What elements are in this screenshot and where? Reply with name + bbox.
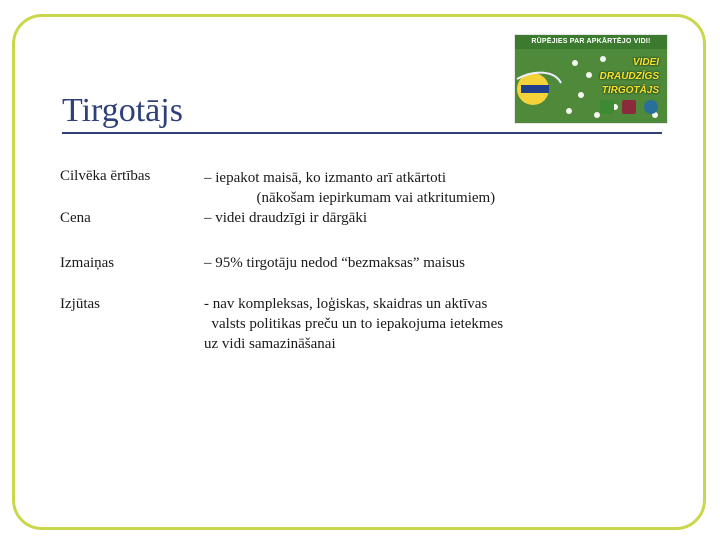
slide-title: Tirgotājs: [62, 92, 183, 129]
row-text-comfort: – iepakot maisā, ko izmanto arī atkārtoti (nākošam iepirkumam vai atkritumiem): [204, 170, 496, 206]
row-text-feelings: - nav kompleksas, loģiskas, skaidras un aktīvas valsts politikas preču un to iepakojuma ietekmes uz vidi samazināšanai: [204, 296, 504, 352]
sponsor-logo-2: [622, 100, 636, 114]
banner-heading: RŪPĒJIES PAR APKĀRTĒJO VIDI!: [515, 35, 667, 49]
row-text-changes: – 95% tirgotāju nedod “bezmaksas” maisus: [204, 255, 465, 271]
row-label-comfort: Cilvēka ērtības: [60, 168, 151, 184]
banner-tag-line-2: DRAUDZĪGS: [599, 71, 659, 82]
row-label-price: Cena: [60, 210, 91, 226]
banner-image: [515, 49, 667, 123]
sponsor-logo-3: [644, 100, 658, 114]
title-underline: [62, 132, 662, 134]
sponsor-logo-1: [600, 100, 614, 114]
row-label-changes: Izmaiņas: [60, 255, 115, 271]
banner-tag-line-1: VIDEI: [632, 57, 659, 68]
row-text-price: – videi draudzīgi ir dārgāki: [204, 210, 368, 226]
banner-tag-line-3: TIRGOTĀJS: [601, 85, 659, 96]
row-label-feelings: Izjūtas: [60, 296, 100, 312]
